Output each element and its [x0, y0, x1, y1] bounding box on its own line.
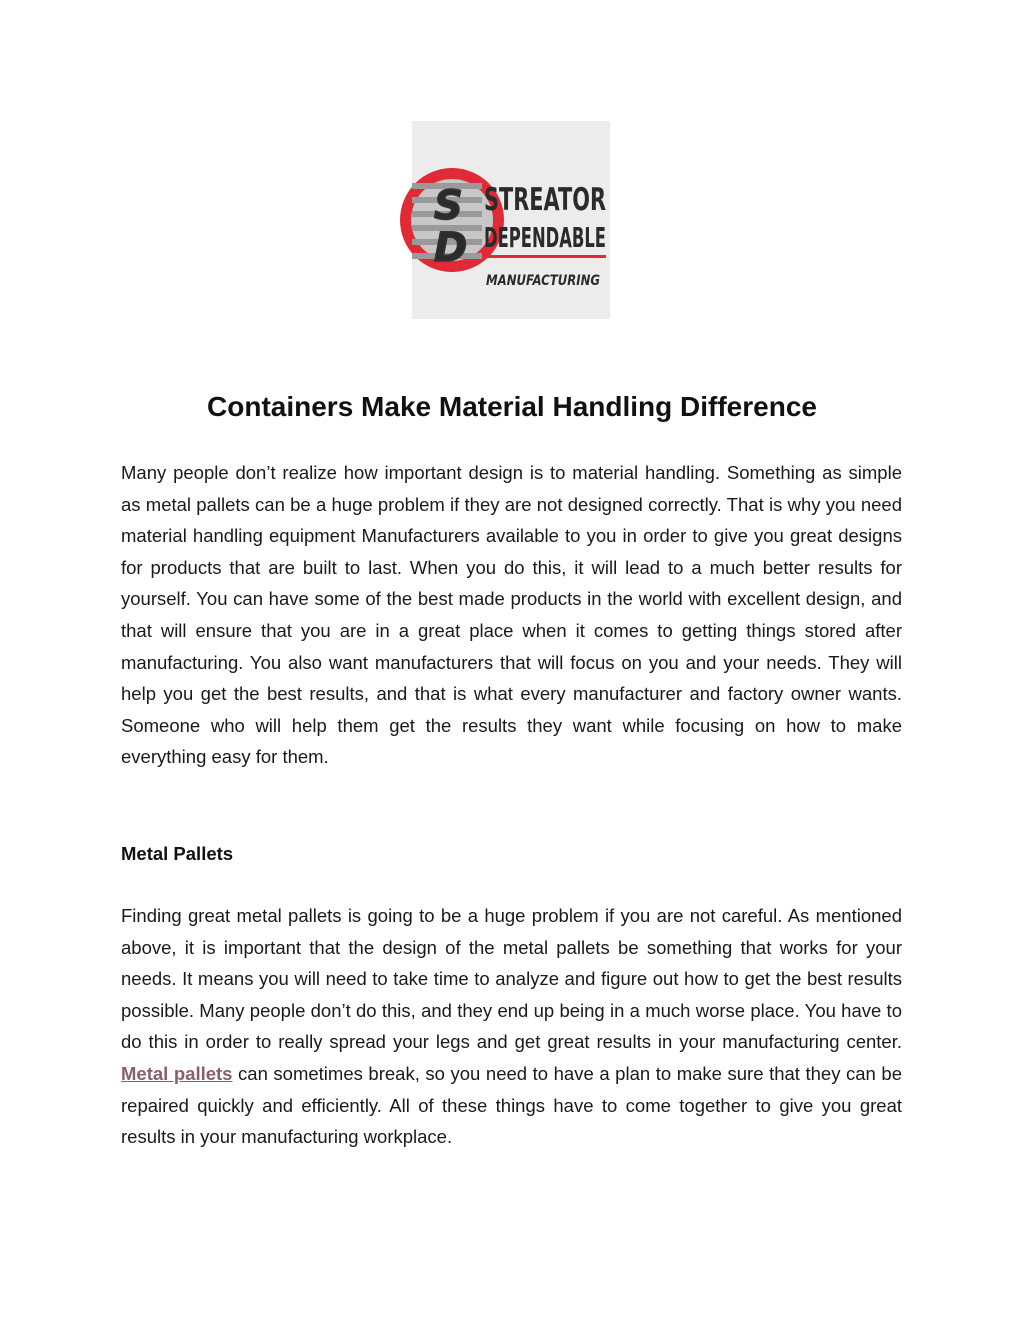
- section-paragraph-text: Finding great metal pallets is going to be a huge problem if you are not careful. As mentioned above, it is important that the design of the metal pallets be something that works for your needs. It means you will need to take time to analyze and figure out how to get the best results possible. Many people don’t do this, and they end up being in a much worse place. You have to do this in order to really spread your legs and get great results in your manufacturing center.: [121, 905, 902, 1053]
- logo-word-manufacturing: MANUFACTURING: [486, 273, 600, 289]
- company-logo: [412, 121, 610, 319]
- logo-word-streator: STREATOR: [484, 182, 607, 218]
- section-heading: Metal Pallets: [121, 843, 234, 864]
- section-paragraph-text-after-link: can sometimes break, so you need to have a plan to make sure that they can be repaired quickly and efficiently. All of these things have to come together to give you great results in your manufacturing workplace.: [121, 1062, 902, 1148]
- logo-word-dependable: DEPENDABLE: [484, 221, 606, 254]
- section-paragraph: [121, 900, 902, 1153]
- document-title: Containers Make Material Handling Difference: [207, 391, 817, 422]
- metal-pallets-link[interactable]: Metal pallets: [121, 1062, 233, 1084]
- logo-graphic: [412, 121, 610, 319]
- logo-monogram-bottom: D: [434, 225, 468, 271]
- intro-paragraph: Many people don’t realize how important design is to material handling. Something as simple as metal pallets can be a huge problem if they are not designed correctly. That is why you need material handling equipment Manufacturers available to you in order to give you great designs for products that are built to last. When you do this, it will lead to a much better results for yourself. You can have some of the best made products in the world with excellent design, and that will ensure that you are in a great place when it comes to getting things stored after manufacturing. You also want manufacturers that will focus on you and your needs. They will help you get the best results, and that is what every manufacturer and factory owner wants. Someone who will help them get the results they want while focusing on how to make everything easy for them.: [121, 462, 902, 768]
- logo-monogram-top: S: [434, 183, 463, 229]
- logo-rule: [484, 255, 606, 258]
